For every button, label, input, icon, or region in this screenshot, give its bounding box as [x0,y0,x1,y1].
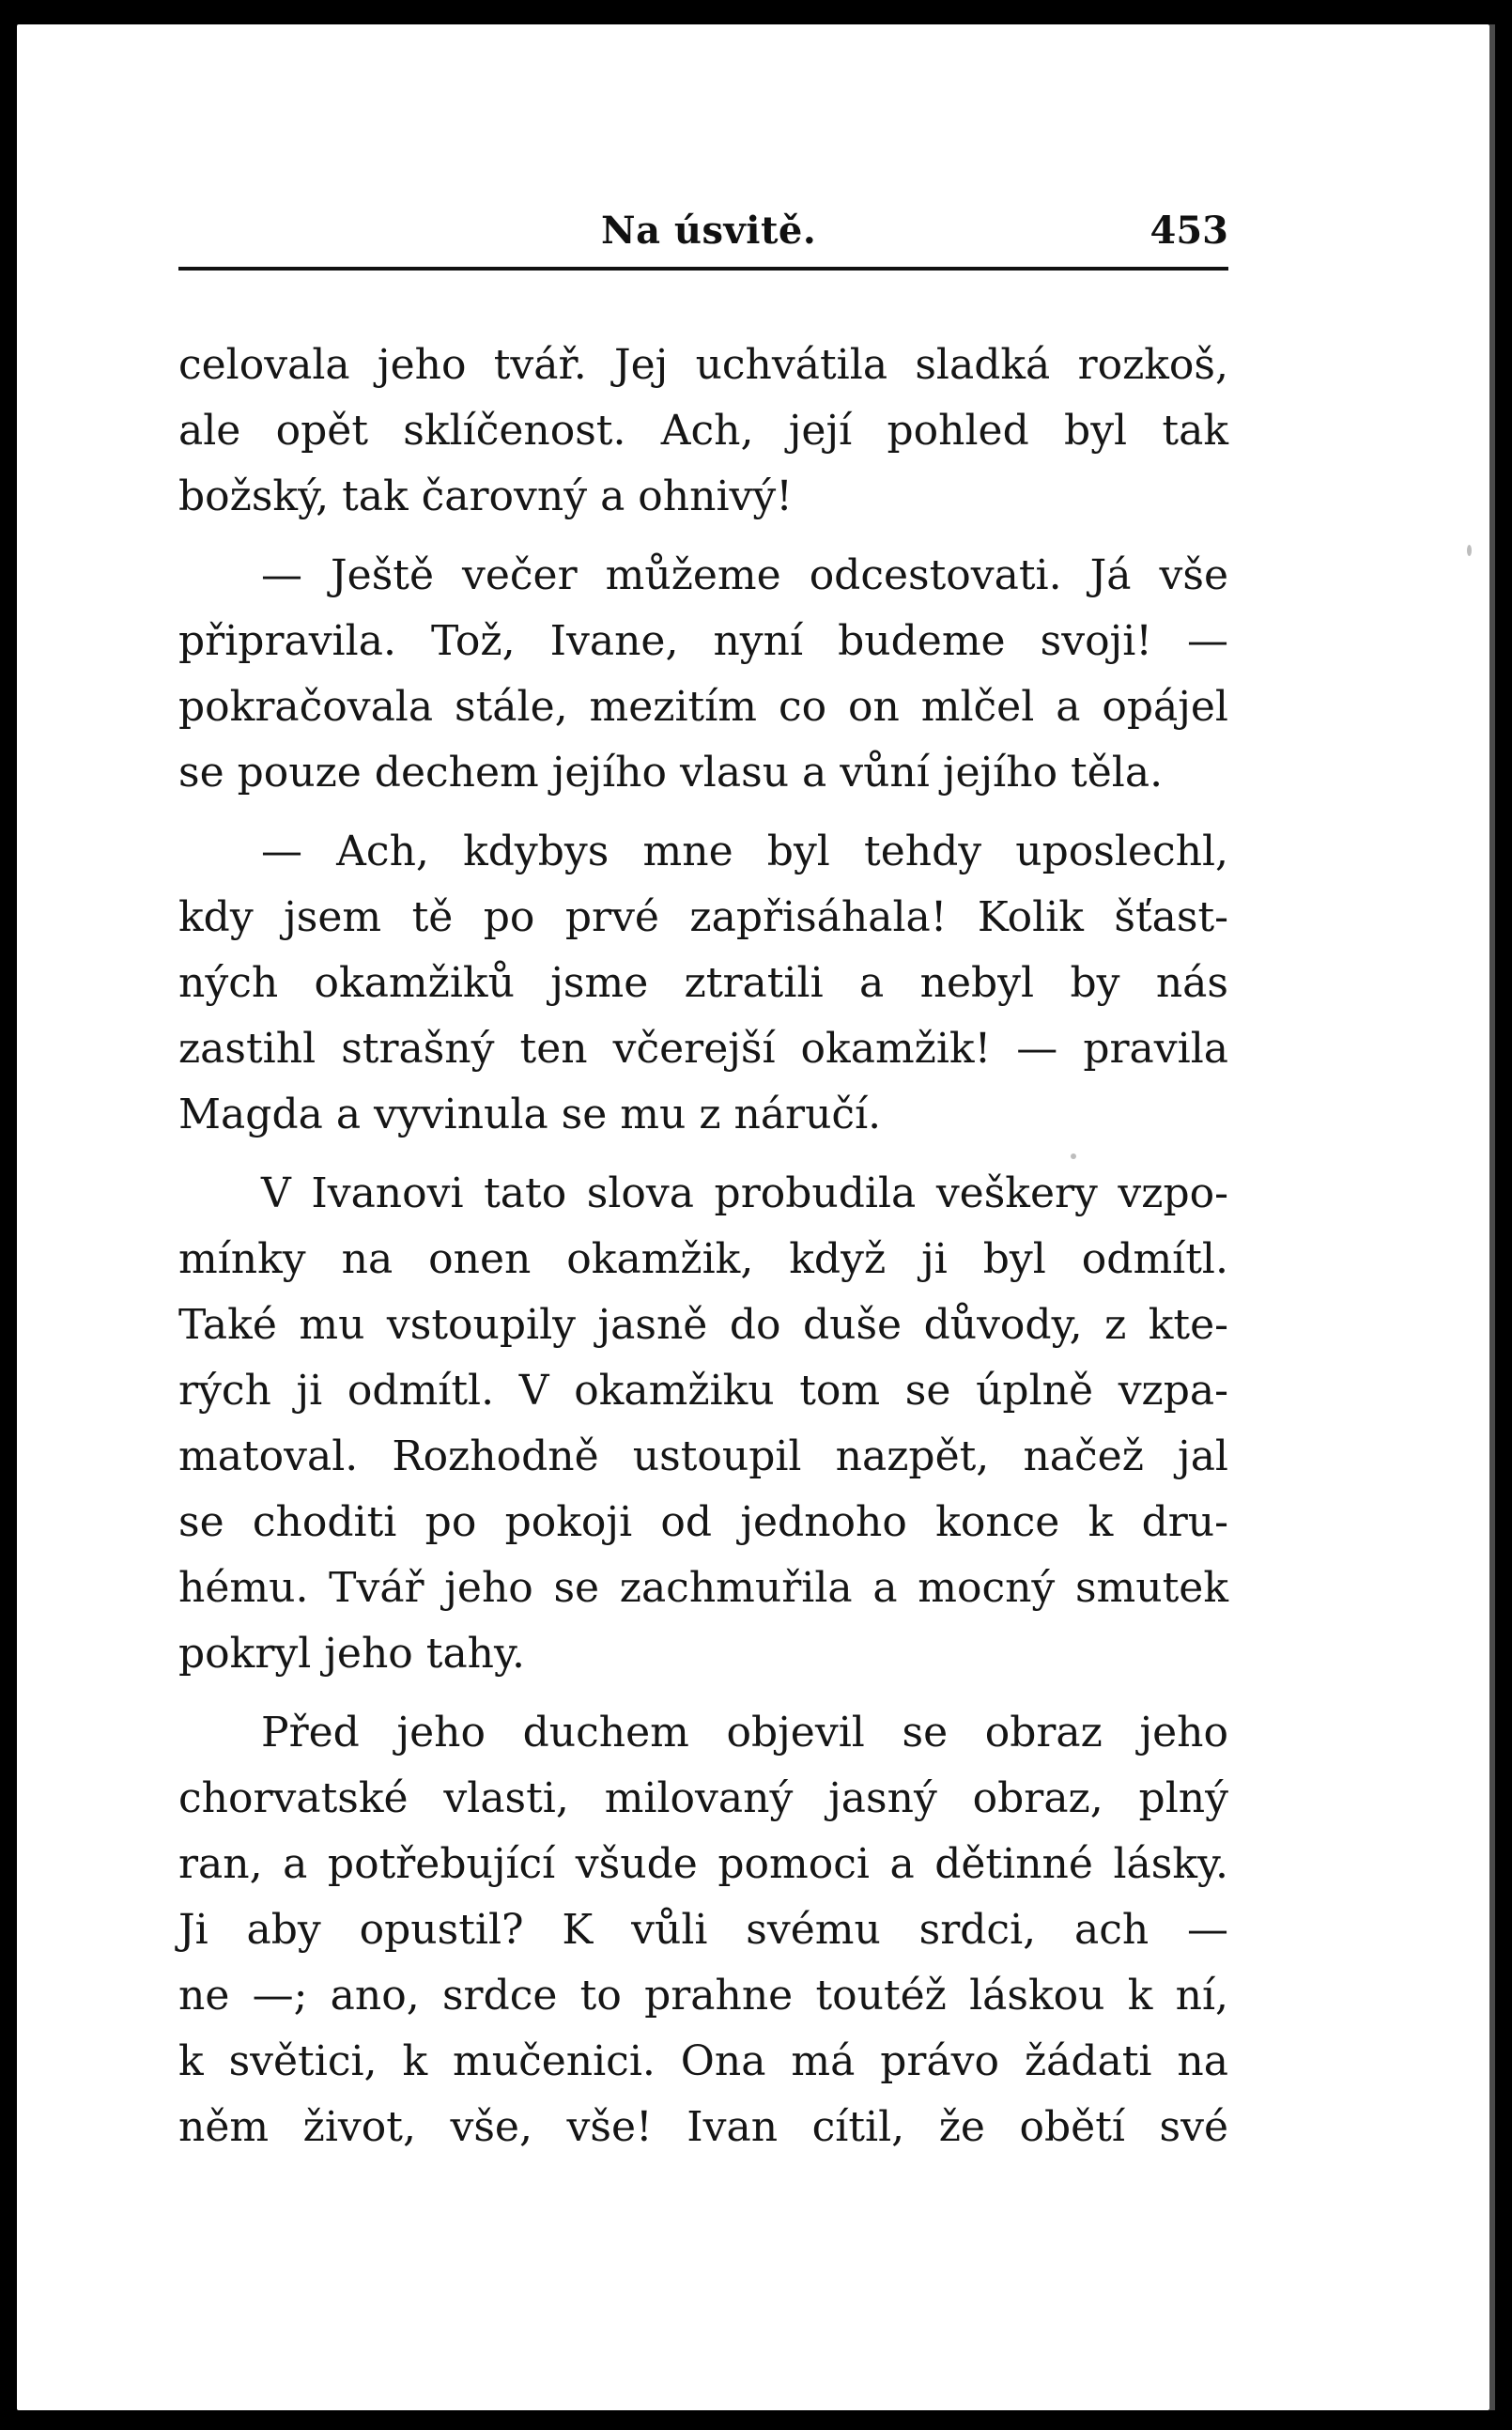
paper-speck [1467,545,1472,556]
text-line: — Ach, kdybys mne byl tehdy uposlechl, [261,828,1228,875]
text-line: něm život, vše, vše! Ivan cítil, že obětí své [178,2103,1228,2151]
text-line: se choditi po pokoji od jednoho konce k dru- [178,1498,1228,1546]
text-line: Také mu vstoupily jasně do duše důvody, z kte- [178,1301,1228,1349]
header-rule [178,267,1228,271]
text-line: připravila. Tož, Ivane, nyní budeme svoji! — [178,617,1228,665]
text-line: celovala jeho tvář. Jej uchvátila sladká rozkoš, [178,341,1228,389]
text-line: zastihl strašný ten včerejší okamžik! — pravila [178,1025,1228,1073]
text-line: Ji aby opustil? K vůli svému srdci, ach — [178,1906,1228,1954]
body-text [178,333,1228,2174]
text-line: ne —; ano, srdce to prahne toutéž láskou k ní, [178,1972,1228,2020]
text-line: ale opět sklíčenost. Ach, její pohled byl tak [178,407,1228,455]
text-line: pokryl jeho tahy. [178,1630,526,1678]
paragraph [178,819,1228,1148]
running-header [178,197,1228,271]
running-title: Na úsvitě. [601,209,817,253]
paragraph [178,333,1228,530]
page-number: 453 [1149,209,1228,253]
text-line: Magda a vyvinula se mu z náručí. [178,1091,882,1138]
paragraph [178,1700,1228,2160]
text-line: ných okamžiků jsme ztratili a nebyl by nás [178,959,1228,1007]
text-line: — Ještě večer můžeme odcestovati. Já vše [261,551,1228,599]
text-line: matoval. Rozhodně ustoupil nazpět, načež jal [178,1432,1228,1480]
text-line: V Ivanovi tato slova probudila veškery vzpo- [261,1169,1228,1217]
text-line: pokračovala stále, mezitím co on mlčel a opájel [178,683,1228,731]
paragraph [178,543,1228,806]
paragraph [178,1161,1228,1687]
text-line: se pouze dechem jejího vlasu a vůní jejího těla. [178,749,1164,797]
text-line: hému. Tvář jeho se zachmuřila a mocný smutek [178,1564,1228,1612]
text-line: rých ji odmítl. V okamžiku tom se úplně vzpa- [178,1367,1228,1415]
text-line: ran, a potřebující všude pomoci a dětinné lásky. [178,1840,1228,1888]
text-line: božský, tak čarovný a ohnivý! [178,472,793,520]
page-edge-shadow [1489,24,1495,2410]
text-line: Před jeho duchem objevil se obraz jeho [261,1709,1228,1757]
text-line: kdy jsem tě po prvé zapřisáhala! Kolik šťast- [178,893,1228,941]
text-line: mínky na onen okamžik, když ji byl odmítl. [178,1235,1228,1283]
text-line: k světici, k mučenici. Ona má právo žádati na [178,2037,1228,2085]
text-line: chorvatské vlasti, milovaný jasný obraz, plný [178,1774,1228,1822]
